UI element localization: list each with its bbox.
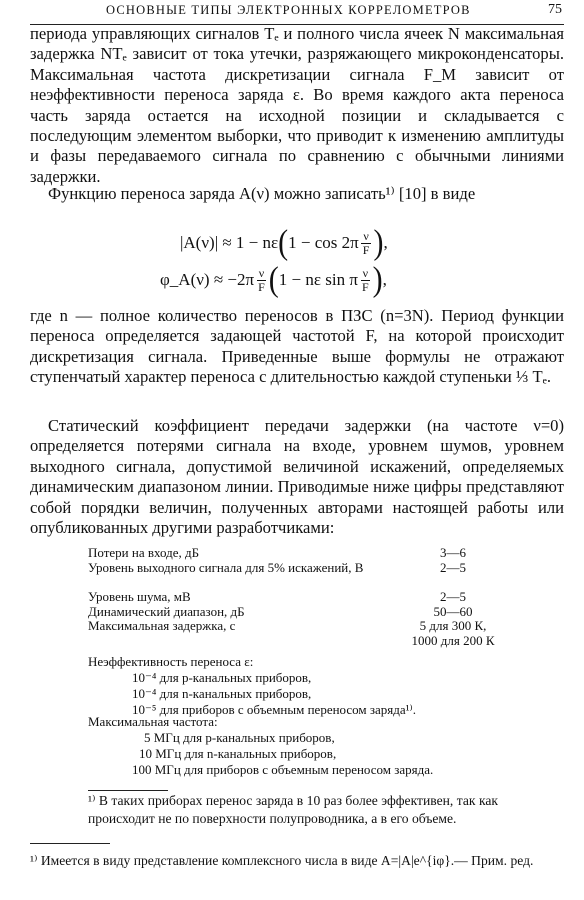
fraction-denominator: F bbox=[258, 279, 265, 294]
spec-table bbox=[88, 546, 528, 649]
spec-label: Уровень выходного сигнала для 5% искажений, В bbox=[88, 559, 364, 575]
inefficiency-line: 10⁻⁴ для n-канальных приборов, bbox=[132, 686, 312, 701]
page-footnote-rule bbox=[30, 843, 110, 844]
inefficiency-block bbox=[88, 654, 416, 718]
fraction-denominator: F bbox=[361, 279, 369, 294]
paren-close: ) bbox=[373, 223, 384, 262]
spec-label: Динамический диапазон, дБ bbox=[88, 603, 245, 619]
spec-label: Потери на входе, дБ bbox=[88, 545, 200, 560]
page-footnote: ¹⁾ Имеется в виду представление комплексного числа в виде A=|A|e^{iφ}.— Прим. ред. bbox=[30, 853, 534, 868]
fraction-nu-over-f bbox=[360, 267, 371, 294]
running-head: ОСНОВНЫЕ ТИПЫ ЭЛЕКТРОННЫХ КОРРЕЛОМЕТРОВ bbox=[106, 3, 471, 17]
spec-value: 2—5 bbox=[440, 589, 466, 605]
formula-2-left: φ_A(ν) ≈ −2π bbox=[160, 270, 255, 289]
spec-row bbox=[88, 605, 528, 620]
formula-1-left: |A(ν)| ≈ 1 − nε bbox=[180, 233, 279, 252]
formula-1-tail: , bbox=[383, 233, 388, 252]
spec-value: 2—5 bbox=[440, 559, 466, 575]
spec-label: Уровень шума, мВ bbox=[88, 589, 191, 605]
inner-footnote-rule bbox=[88, 790, 168, 791]
max-frequency-line: 5 МГц для p-канальных приборов, bbox=[144, 730, 335, 745]
inefficiency-line: 10⁻⁵ для приборов с объемным переносом заряда¹⁾. bbox=[132, 702, 416, 717]
paragraph-2: Функцию переноса заряда A(ν) можно записать¹⁾ [10] в виде bbox=[48, 184, 476, 203]
paren-open: ( bbox=[268, 260, 279, 299]
spec-row bbox=[88, 561, 528, 590]
formula-2-inner: 1 − nε sin π bbox=[278, 270, 358, 289]
spec-row bbox=[88, 590, 528, 605]
spec-row bbox=[88, 619, 528, 634]
paragraph-1: периода управляющих сигналов Tₑ и полного числа ячеек N максимальная задержка NTₑ зависит от тока утечки, разряжающего микроконденсаторы. Максимальная частота дискретизации сигнала F_M зависит от неэффективности переноса заряда ε. Во время каждого акта переноса часть заряда остается на исходной позиции и складывается с последующим элементом выборки, что приводит к изменению амплитуды и фазы передаваемого сигнала по сравнению с обычными линиями задержки. bbox=[30, 24, 564, 186]
max-frequency-block bbox=[88, 714, 492, 778]
spec-value: 50—60 bbox=[433, 603, 473, 619]
fraction-denominator: F bbox=[362, 242, 370, 257]
fraction-numerator: ν bbox=[363, 228, 369, 243]
spec-row bbox=[88, 546, 528, 561]
fraction-numerator: ν bbox=[258, 265, 265, 280]
spec-value: 1000 для 200 К bbox=[411, 633, 495, 649]
inefficiency-line: 10⁻⁴ для p-канальных приборов, bbox=[132, 670, 312, 685]
paragraph-3: где n — полное количество переносов в ПЗС (n=3N). Период функции переноса определяется задающей частотой F, на которой происходит дискретизация сигнала. Приведенные выше формулы не отражают ступенчатый характер переноса с длительностью каждой ступеньки ⅓ Tₑ. bbox=[30, 306, 564, 387]
spec-value: 5 для 300 К, bbox=[419, 618, 487, 634]
max-frequency-line: 100 МГц для приборов с объемным переносом заряда. bbox=[132, 762, 434, 777]
page-header bbox=[30, 0, 564, 25]
inefficiency-title: Неэффективность переноса ε: bbox=[88, 654, 254, 669]
max-frequency-title: Максимальная частота: bbox=[88, 714, 218, 729]
inner-footnote: ¹⁾ В таких приборах перенос заряда в 10 раз более эффективен, так как происходит не по поверхности полупроводника, а в его объеме. bbox=[88, 793, 498, 826]
formula-2-tail: , bbox=[382, 270, 387, 289]
paragraph-4: Статический коэффициент передачи задержки (на частоте ν=0) определяется потерями сигнала на входе, уровнем шумов, уровнем выходного сигнала, допустимой величиной искажений, определяемых динамическим диапазоном линии. Приводимые ниже цифры представляют собой порядки величин, полученных авторами настоящей работы или опубликованных другими разработчиками: bbox=[30, 416, 564, 538]
fraction-numerator: ν bbox=[362, 265, 369, 280]
fraction-nu-over-f bbox=[361, 230, 372, 257]
formula-phase bbox=[160, 260, 387, 299]
max-frequency-line: 10 МГц для n-канальных приборов, bbox=[139, 746, 337, 761]
paren-open: ( bbox=[278, 223, 289, 262]
paren-close: ) bbox=[372, 260, 383, 299]
page-number: 75 bbox=[548, 2, 562, 17]
spec-row bbox=[88, 634, 528, 649]
spec-value: 3—6 bbox=[440, 545, 466, 560]
formula-amplitude bbox=[180, 223, 388, 262]
spec-label: Максимальная задержка, с bbox=[88, 618, 236, 634]
fraction-nu-over-f bbox=[256, 267, 267, 294]
formula-1-inner: 1 − cos 2π bbox=[288, 233, 359, 252]
